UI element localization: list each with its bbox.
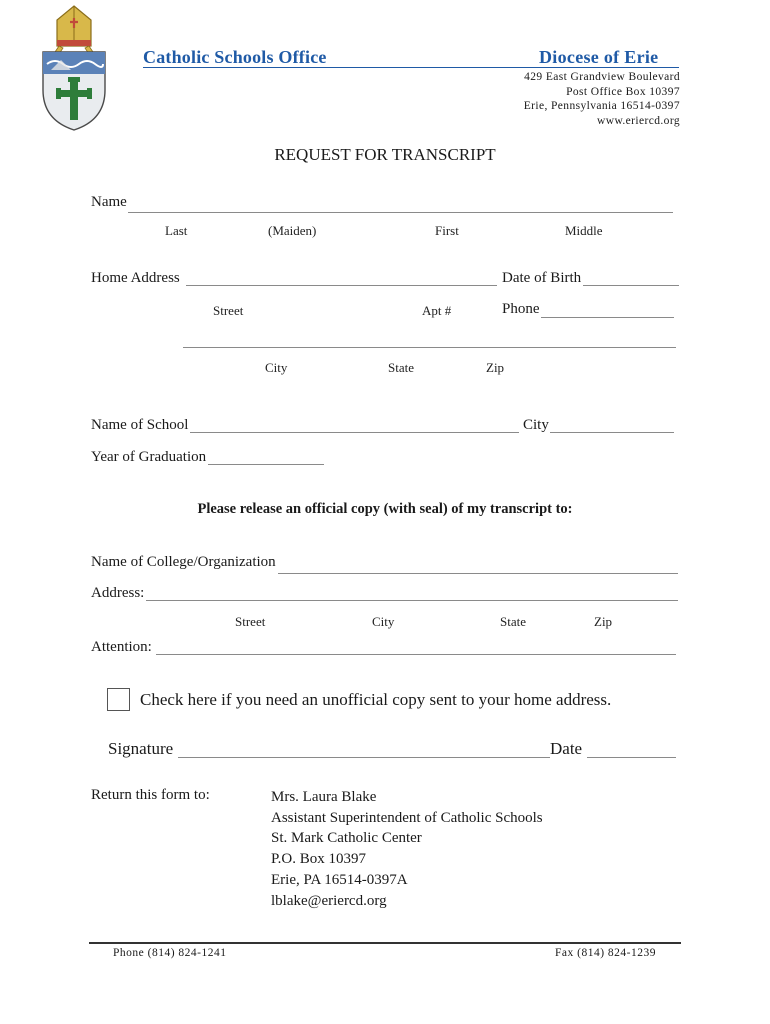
attention-field[interactable] <box>156 654 676 655</box>
return-address-line: P.O. Box 10397 <box>271 851 367 868</box>
name-caption-maiden: (Maiden) <box>268 223 317 238</box>
phone-field[interactable] <box>541 317 674 318</box>
return-address-line: Mrs. Laura Blake <box>271 789 377 805</box>
org-name-left: Catholic Schools Office <box>143 47 327 67</box>
college-label: Name of College/Organization <box>91 554 276 570</box>
address-line: 429 East Grandview Boulevard <box>524 71 680 83</box>
graduation-field[interactable] <box>208 464 324 465</box>
home-city-state-zip-field[interactable] <box>183 347 676 348</box>
footer-phone: Phone (814) 824-1241 <box>113 947 227 959</box>
header-address <box>430 70 680 128</box>
dob-field[interactable] <box>583 285 679 286</box>
school-city-field[interactable] <box>550 432 674 433</box>
home-address-label: Home Address <box>91 270 180 286</box>
zip-caption: Zip <box>486 360 505 375</box>
dest-state-caption: State <box>500 614 526 629</box>
name-label: Name <box>91 194 127 210</box>
diocese-logo <box>33 4 115 132</box>
dest-zip-caption: Zip <box>594 614 613 629</box>
dest-address-field[interactable] <box>146 600 678 601</box>
address-line: Erie, Pennsylvania 16514-0397 <box>523 100 680 112</box>
return-address-line: St. Mark Catholic Center <box>271 830 422 847</box>
footer-rule <box>89 942 681 944</box>
name-caption-first: First <box>435 223 459 238</box>
unofficial-copy-label: Check here if you need an unofficial copy sent to your home address. <box>140 690 612 709</box>
footer-fax: Fax (814) 824-1239 <box>555 947 656 959</box>
dest-street-caption: Street <box>235 614 266 629</box>
graduation-label: Year of Graduation <box>91 449 207 465</box>
signature-field[interactable] <box>178 757 550 758</box>
school-field[interactable] <box>190 432 519 433</box>
city-caption: City <box>265 360 288 375</box>
org-name-right: Diocese of Erie <box>539 47 659 67</box>
dest-address-label: Address: <box>91 585 145 601</box>
unofficial-copy-checkbox[interactable] <box>107 688 130 711</box>
header-rule <box>143 67 679 68</box>
attention-label: Attention: <box>91 639 152 655</box>
home-street-field[interactable] <box>186 285 497 286</box>
return-address <box>271 787 543 911</box>
dest-city-caption: City <box>372 614 395 629</box>
name-caption-middle: Middle <box>565 223 603 238</box>
street-caption: Street <box>213 303 244 318</box>
school-city-label: City <box>523 417 549 433</box>
return-address-line: Assistant Superintendent of Catholic Schools <box>271 809 543 826</box>
apt-caption: Apt # <box>422 303 452 318</box>
state-caption: State <box>388 360 414 375</box>
phone-label: Phone <box>502 301 540 317</box>
school-label: Name of School <box>91 417 189 433</box>
return-email-link[interactable]: lblake@eriercd.org <box>271 892 387 909</box>
form-title: REQUEST FOR TRANSCRIPT <box>274 145 496 164</box>
return-label: Return this form to: <box>91 787 210 803</box>
return-address-line: Erie, PA 16514-0397A <box>271 871 408 888</box>
address-line: Post Office Box 10397 <box>566 85 680 98</box>
date-field[interactable] <box>587 757 676 758</box>
college-field[interactable] <box>278 573 678 574</box>
name-caption-last: Last <box>165 223 188 238</box>
name-field[interactable] <box>128 212 673 213</box>
release-statement: Please release an official copy (with seal) of my transcript to: <box>197 501 573 517</box>
dob-label: Date of Birth <box>502 270 582 286</box>
date-label: Date <box>550 739 583 758</box>
website-link[interactable]: www.eriercd.org <box>597 114 680 127</box>
signature-label: Signature <box>108 739 174 758</box>
